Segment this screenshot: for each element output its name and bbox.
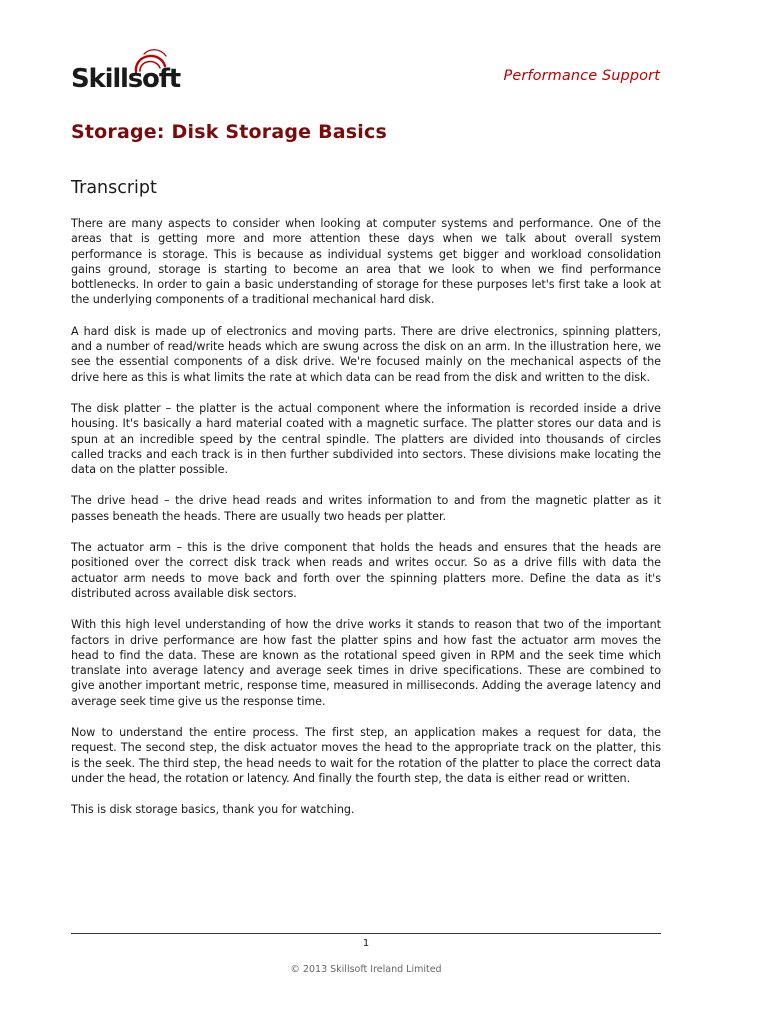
transcript-body [71, 216, 661, 834]
transcript-paragraph: There are many aspects to consider when looking at computer systems and performance. One of the areas that is getting more and more attention these days when we talk about overall system performance is storage. This is because as individual systems get bigger and workload consolidation gains ground, storage is starting to become an area that we look to when we find performance bottlenecks. In order to gain a basic understanding of storage for these purposes let's first take a look at the underlying components of a traditional mechanical hard disk. [71, 217, 661, 307]
transcript-paragraph: The drive head – the drive head reads and writes information to and from the magnetic platter as it passes beneath the heads. There are usually two heads per platter. [71, 494, 661, 523]
transcript-paragraph: The disk platter – the platter is the actual component where the information is recorded inside a drive housing. It's basically a hard material coated with a magnetic surface. The platter stores our data and is spun at an incredible speed by the central spindle. The platters are divided into thousands of circles called tracks and each track is in then further subdivided into sectors. These divisions make locating the data on the platter possible. [71, 401, 661, 477]
transcript-paragraph: Now to understand the entire process. The first step, an application makes a request for data, the request. The second step, the disk actuator moves the head to the appropriate track on the platter, this is the seek. The third step, the head needs to wait for the rotation of the platter to place the correct data under the head, the rotation or latency. And finally the fourth step, the data is either read or written. [71, 726, 661, 785]
transcript-paragraph: With this high level understanding of how the drive works it stands to reason that two of the important factors in drive performance are how fast the platter spins and how fast the actuator arm moves the head to find the data. These are known as the rotational speed given in RPM and the seek time which translate into average latency and average seek times in drive specifications. These are combined to give another important metric, response time, measured in milliseconds. Adding the average latency and average seek time give us the response time. [71, 618, 661, 708]
section-label: Performance Support [503, 68, 660, 84]
document-subtitle: Transcript [71, 178, 157, 198]
logo-wordmark: Skillsoft [71, 64, 181, 94]
logo-swoosh-top [144, 50, 166, 56]
skillsoft-logo [70, 40, 190, 96]
document-title: Storage: Disk Storage Basics [71, 121, 387, 143]
page-number: 1 [362, 938, 370, 949]
transcript-paragraph: The actuator arm – this is the drive component that holds the heads and ensures that the heads are positioned over the correct disk track when reads and writes occur. So as a drive fills with data the actuator arm needs to move back and forth over the spinning platters more. Define the data as it's distributed across available disk sectors. [71, 541, 661, 600]
transcript-paragraph: A hard disk is made up of electronics and moving parts. There are drive electronics, spinning platters, and a number of read/write heads which are swung across the disk on an arm. In the illustration here, we see the essential components of a disk drive. We're focused mainly on the mechanical aspects of the drive here as this is what limits the rate at which data can be read from the disk and written to the disk. [71, 324, 661, 384]
footer-divider [71, 933, 661, 934]
transcript-paragraph: This is disk storage basics, thank you for watching. [71, 803, 355, 817]
copyright-notice: © 2013 Skillsoft Ireland Limited [290, 964, 442, 975]
